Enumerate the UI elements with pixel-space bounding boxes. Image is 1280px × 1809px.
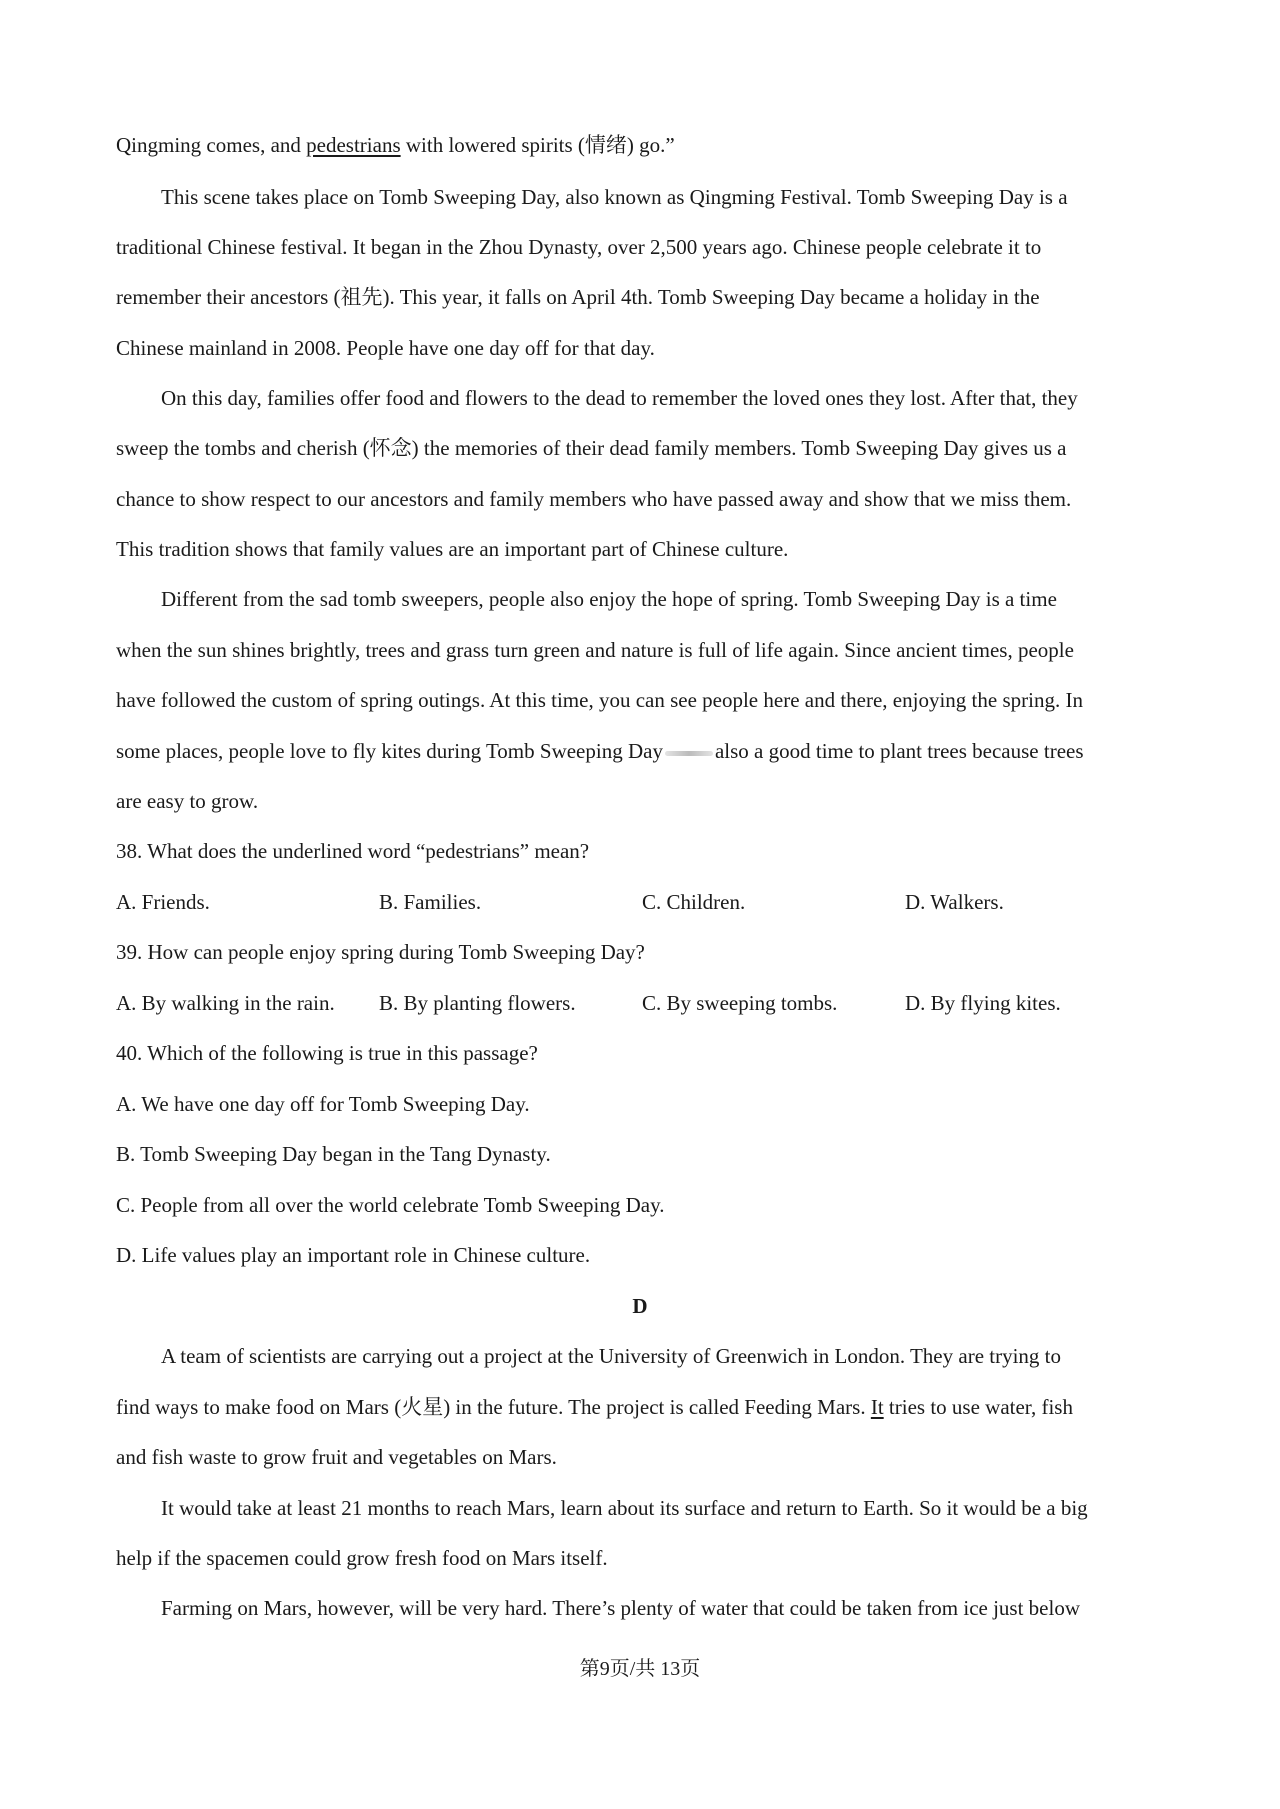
page-number: 第9页/共 13页: [579, 1658, 701, 1680]
text: with lowered spirits (情绪) go.”: [400, 133, 675, 157]
q38-option-d[interactable]: D. Walkers.: [905, 890, 1004, 914]
passage-line: A team of scientists are carrying out a project at the University of Greenwich in London. They are trying to: [161, 1344, 1062, 1368]
q40-option-d[interactable]: D. Life values play an important role in Chinese culture.: [116, 1243, 591, 1267]
q39-option-c[interactable]: C. By sweeping tombs.: [642, 991, 838, 1015]
passage-line: and fish waste to grow fruit and vegetables on Mars.: [116, 1445, 557, 1469]
passage-line: help if the spacemen could grow fresh food on Mars itself.: [116, 1546, 608, 1570]
q39-option-b[interactable]: B. By planting flowers.: [379, 991, 576, 1015]
q40-option-c[interactable]: C. People from all over the world celebrate Tomb Sweeping Day.: [116, 1193, 665, 1217]
text: tries to use water, fish: [883, 1395, 1073, 1419]
passage-line: chance to show respect to our ancestors and family members who have passed away and show that we miss them.: [116, 487, 1072, 511]
passage-line: remember their ancestors (祖先). This year, it falls on April 4th. Tomb Sweeping Day became a holiday in the: [116, 285, 1040, 309]
text: find ways to make food on Mars (火星) in the future. The project is called Feeding Mars.: [116, 1395, 871, 1419]
passage-line: [116, 131, 675, 159]
underlined-word-it: It: [870, 1395, 884, 1419]
passage-line: traditional Chinese festival. It began in the Zhou Dynasty, over 2,500 years ago. Chinese people celebrate it to: [116, 235, 1042, 259]
q38-option-a[interactable]: A. Friends.: [116, 890, 210, 914]
passage-line: [116, 737, 1084, 765]
passage-line: [116, 1393, 1073, 1421]
text: Qingming comes, and: [116, 133, 307, 157]
section-heading-d: D: [632, 1294, 648, 1318]
q40-option-b[interactable]: B. Tomb Sweeping Day began in the Tang Dynasty.: [116, 1142, 551, 1166]
q40-option-a[interactable]: A. We have one day off for Tomb Sweeping Day.: [116, 1092, 530, 1116]
passage-line: Different from the sad tomb sweepers, people also enjoy the hope of spring. Tomb Sweeping Day is a time: [161, 587, 1057, 611]
q38-option-b[interactable]: B. Families.: [379, 890, 482, 914]
smudge-mark: [665, 751, 713, 756]
q39-option-d[interactable]: D. By flying kites.: [905, 991, 1061, 1015]
passage-line: sweep the tombs and cherish (怀念) the memories of their dead family members. Tomb Sweeping Day gives us a: [116, 436, 1067, 460]
passage-line: when the sun shines brightly, trees and grass turn green and nature is full of life again. Since ancient times, people: [116, 638, 1074, 662]
question-38: 38. What does the underlined word “pedestrians” mean?: [116, 839, 590, 863]
passage-line: On this day, families offer food and flowers to the dead to remember the loved ones they lost. After that, they: [161, 386, 1078, 410]
text: also a good time to plant trees because trees: [714, 739, 1084, 763]
passage-line: It would take at least 21 months to reach Mars, learn about its surface and return to Earth. So it would be a big: [161, 1496, 1088, 1520]
underlined-word-pedestrians: pedestrians: [306, 133, 401, 157]
passage-line: This tradition shows that family values are an important part of Chinese culture.: [116, 537, 789, 561]
passage-line: This scene takes place on Tomb Sweeping Day, also known as Qingming Festival. Tomb Sweeping Day is a: [161, 185, 1068, 209]
passage-line: are easy to grow.: [116, 789, 259, 813]
passage-line: have followed the custom of spring outings. At this time, you can see people here and there, enjoying the spring. In: [116, 688, 1083, 712]
question-40: 40. Which of the following is true in this passage?: [116, 1041, 538, 1065]
q38-option-c[interactable]: C. Children.: [642, 890, 746, 914]
text: some places, people love to fly kites during Tomb Sweeping Day: [116, 739, 663, 763]
q39-option-a[interactable]: A. By walking in the rain.: [116, 991, 335, 1015]
question-39: 39. How can people enjoy spring during Tomb Sweeping Day?: [116, 940, 645, 964]
passage-line: Farming on Mars, however, will be very hard. There’s plenty of water that could be taken from ice just below: [161, 1596, 1081, 1620]
passage-line: Chinese mainland in 2008. People have one day off for that day.: [116, 336, 655, 360]
